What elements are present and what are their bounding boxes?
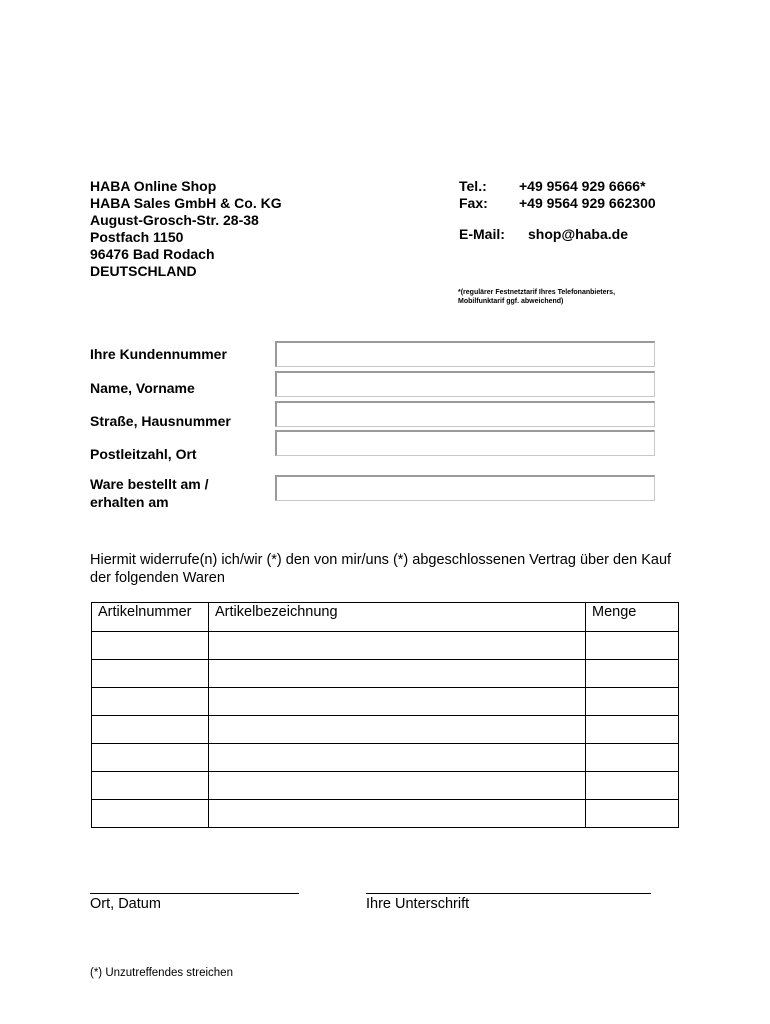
footnote: (*) Unzutreffendes streichen — [90, 967, 233, 979]
zip-city-label: Postleitzahl, Ort — [90, 446, 197, 462]
withdrawal-statement: Hiermit widerrufe(n) ich/wir (*) den von mir/uns (*) abgeschlossenen Vertrag über den Kauf der folgenden Waren — [90, 552, 672, 586]
ordered-received-label — [90, 475, 209, 511]
article-description-cell[interactable] — [209, 744, 586, 772]
article-number-cell[interactable] — [92, 772, 209, 800]
address-line: DEUTSCHLAND — [90, 263, 197, 279]
address-line: Postfach 1150 — [90, 229, 184, 245]
table-row — [92, 744, 679, 772]
address-line: HABA Online Shop — [90, 178, 217, 194]
address-line: August-Grosch-Str. 28-38 — [90, 212, 259, 228]
address-line: 96476 Bad Rodach — [90, 246, 215, 262]
ordered-received-field[interactable] — [275, 475, 655, 501]
table-row — [92, 688, 679, 716]
quantity-cell[interactable] — [586, 744, 679, 772]
column-header-article-number: Artikelnummer — [92, 603, 209, 632]
article-number-cell[interactable] — [92, 632, 209, 660]
table-row — [92, 800, 679, 828]
name-label: Name, Vorname — [90, 380, 195, 396]
tariff-note-line: Mobilfunktarif ggf. abweichend) — [458, 298, 564, 305]
email-value[interactable]: shop@haba.de — [528, 226, 628, 242]
article-description-cell[interactable] — [209, 800, 586, 828]
recipient-address — [90, 178, 282, 280]
column-header-quantity: Menge — [586, 603, 679, 632]
table-row — [92, 772, 679, 800]
email-label: E-Mail: — [459, 226, 505, 242]
quantity-cell[interactable] — [586, 772, 679, 800]
place-date-label: Ort, Datum — [90, 896, 161, 912]
column-header-article-description: Artikelbezeichnung — [209, 603, 586, 632]
article-number-cell[interactable] — [92, 716, 209, 744]
article-number-cell[interactable] — [92, 744, 209, 772]
name-field[interactable] — [275, 371, 655, 397]
article-description-cell[interactable] — [209, 632, 586, 660]
signature-line[interactable] — [366, 893, 651, 894]
fax-value: +49 9564 929 662300 — [519, 195, 656, 211]
quantity-cell[interactable] — [586, 632, 679, 660]
article-number-cell[interactable] — [92, 688, 209, 716]
table-header-row — [92, 603, 679, 632]
customer-number-label: Ihre Kundennummer — [90, 346, 227, 362]
quantity-cell[interactable] — [586, 688, 679, 716]
zip-city-field[interactable] — [275, 430, 655, 456]
tariff-note-line: *(regulärer Festnetztarif Ihres Telefonanbieters, — [458, 289, 616, 296]
quantity-cell[interactable] — [586, 716, 679, 744]
signature-label: Ihre Unterschrift — [366, 896, 470, 912]
fax-label: Fax: — [459, 195, 488, 211]
ordered-label-line: Ware bestellt am / — [90, 476, 209, 492]
article-description-cell[interactable] — [209, 716, 586, 744]
address-line: HABA Sales GmbH & Co. KG — [90, 195, 282, 211]
street-field[interactable] — [275, 401, 655, 427]
street-label: Straße, Hausnummer — [90, 413, 231, 429]
table-row — [92, 660, 679, 688]
table-row — [92, 632, 679, 660]
place-date-line[interactable] — [90, 893, 299, 894]
article-description-cell[interactable] — [209, 688, 586, 716]
tel-label: Tel.: — [459, 178, 487, 194]
article-description-cell[interactable] — [209, 772, 586, 800]
tariff-note — [458, 288, 615, 306]
quantity-cell[interactable] — [586, 660, 679, 688]
table-row — [92, 716, 679, 744]
quantity-cell[interactable] — [586, 800, 679, 828]
items-table — [91, 602, 679, 828]
article-number-cell[interactable] — [92, 660, 209, 688]
customer-number-field[interactable] — [275, 341, 655, 367]
ordered-label-line: erhalten am — [90, 494, 169, 510]
article-number-cell[interactable] — [92, 800, 209, 828]
tel-value: +49 9564 929 6666* — [519, 178, 646, 194]
article-description-cell[interactable] — [209, 660, 586, 688]
